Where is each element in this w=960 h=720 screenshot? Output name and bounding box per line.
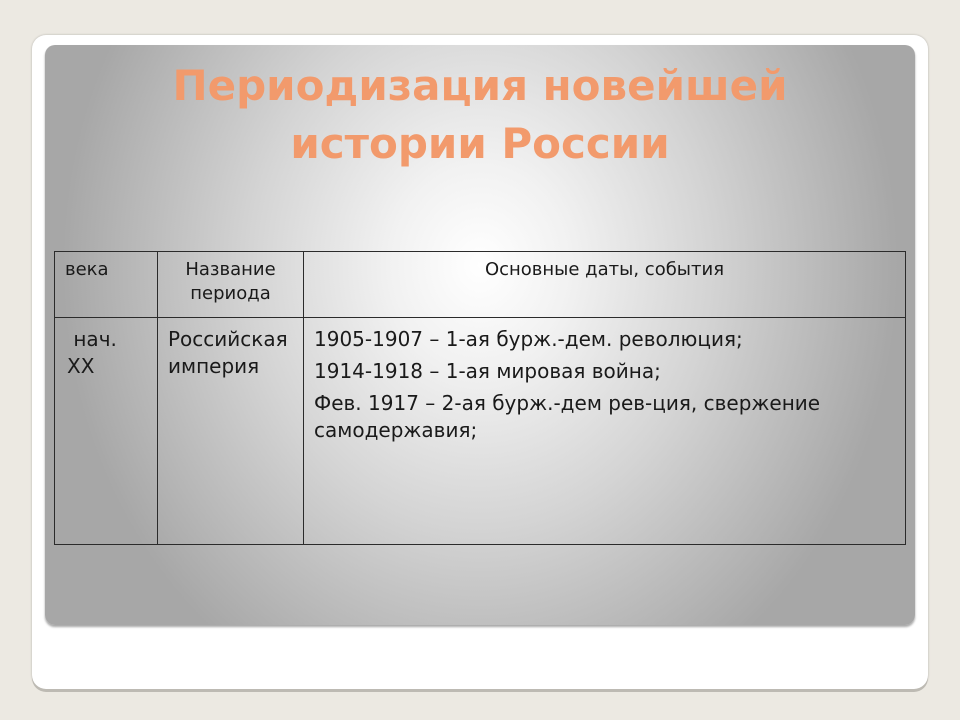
header-period-name: Название периода <box>158 252 304 318</box>
event-item: Фев. 1917 – 2-ая бурж.-дем рев-ция, свержение самодержавия; <box>314 391 821 442</box>
event-item: 1905-1907 – 1-ая бурж.-дем. революция; <box>314 327 743 351</box>
cell-century <box>55 318 158 545</box>
table-header <box>55 252 906 318</box>
cell-events <box>304 318 906 545</box>
century-line-2: XX <box>67 354 95 378</box>
slide-title <box>45 57 915 173</box>
header-century: века <box>55 252 158 318</box>
title-line-2: истории России <box>290 119 670 168</box>
century-line-1: нач. <box>67 327 117 351</box>
table-body <box>55 318 906 545</box>
table-header-row <box>55 252 906 318</box>
event-item: 1914-1918 – 1-ая мировая война; <box>314 359 661 383</box>
periods-table <box>54 251 906 545</box>
table-row <box>55 318 906 545</box>
slide-content <box>45 45 915 625</box>
header-events: Основные даты, события <box>304 252 906 318</box>
cell-period-name: Российская империя <box>158 318 304 545</box>
title-line-1: Периодизация новейшей <box>172 61 788 110</box>
